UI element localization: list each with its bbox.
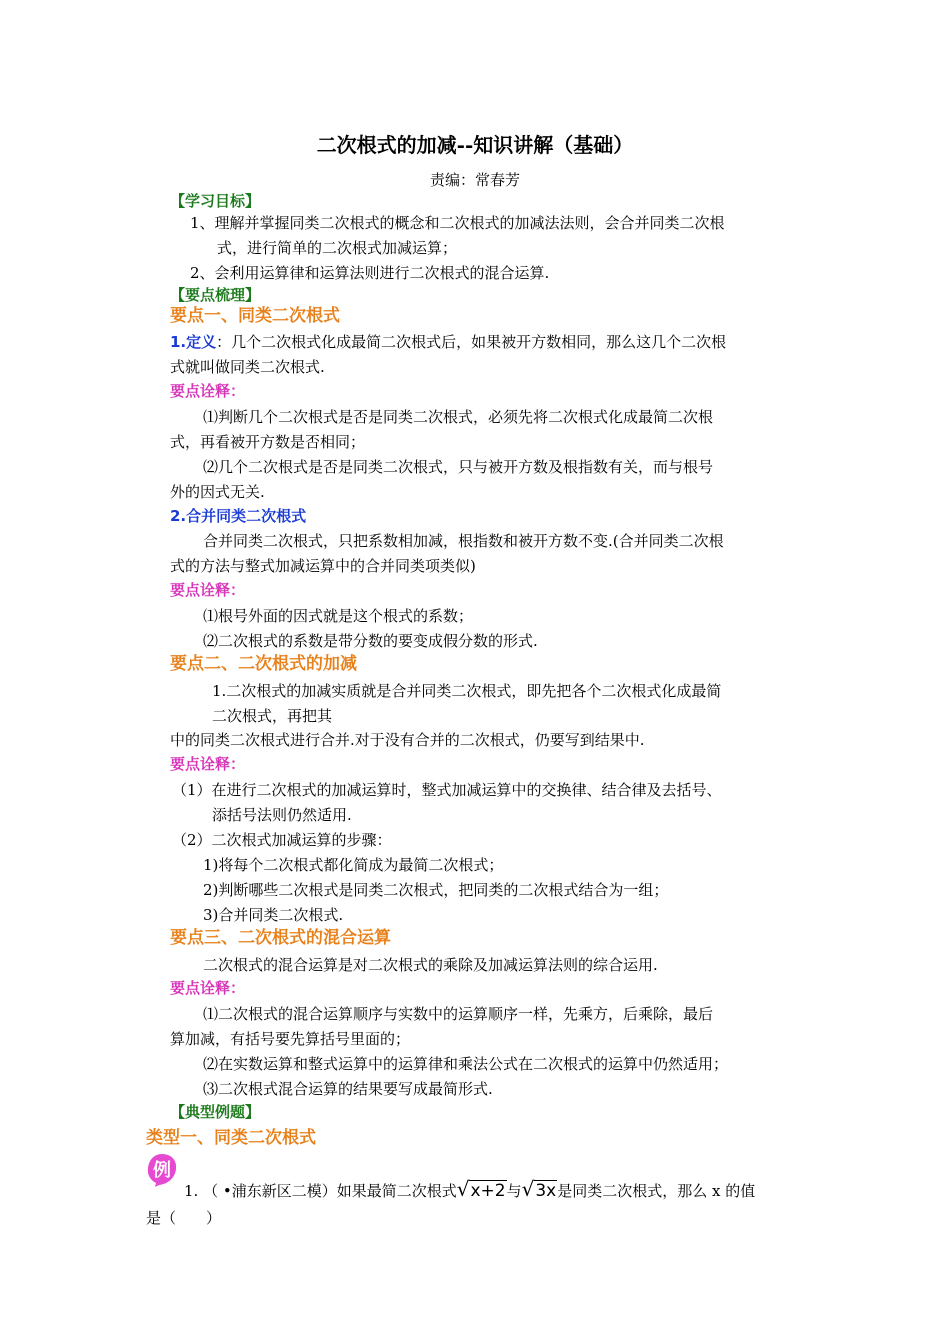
goal-1b: 式，进行简单的二次根式加减运算；: [217, 239, 458, 257]
point-2-line-b: 二次根式，再把其: [212, 707, 333, 725]
editor-line: 责编：常春芳: [429, 171, 520, 189]
definition-text: ：几个二次根式化成最简二次根式后，如果被开方数相同，那么这几个二次根: [216, 333, 727, 351]
point-2-heading: 要点二、二次根式的加减: [170, 654, 357, 674]
note-1b: 式，再看被开方数是否相同；: [170, 433, 366, 451]
goal-2: 2、会利用运算律和运算法则进行二次根式的混合运算.: [190, 264, 550, 282]
sqrt-icon: √: [521, 1177, 535, 1201]
note-1a: ⑴判断几个二次根式是否是同类二次根式，必须先将二次根式化成最简二次根: [203, 408, 714, 426]
note-2a: ⑵几个二次根式是否是同类二次根式，只与被开方数及根指数有关，而与根号: [203, 458, 714, 476]
radicand-1: x+2: [470, 1181, 506, 1201]
sqrt-x-plus-2: [457, 1179, 507, 1201]
question-1-line-b: 是（ ）: [146, 1209, 222, 1227]
sqrt-3x: [522, 1179, 558, 1201]
example-badge-label: 例: [153, 1160, 171, 1181]
step-3: 3)合并同类二次根式.: [203, 906, 344, 924]
merge-line-b: 式的方法与整式加减运算中的合并同类项类似): [170, 557, 476, 575]
add-note-1a: （1）在进行二次根式的加减运算时，整式加减运算中的交换律、结合律及去括号、: [172, 781, 722, 799]
mixed-note-1a: ⑴二次根式的混合运算顺序与实数中的运算顺序一样，先乘方，后乘除，最后: [203, 1005, 714, 1023]
points-heading: 【要点梳理】: [170, 286, 261, 304]
note-label-2: 要点诠释：: [170, 581, 246, 599]
point-1-heading: 要点一、同类二次根式: [170, 306, 340, 326]
merge-note-2: ⑵二次根式的系数是带分数的要变成假分数的形式.: [203, 632, 538, 650]
question-1-line-a: [184, 1179, 755, 1201]
definition-line-b: 式就叫做同类二次根式.: [170, 358, 325, 376]
mixed-note-2: ⑵在实数运算和整式运算中的运算律和乘法公式在二次根式的运算中仍然适用；: [203, 1055, 729, 1073]
step-1: 1)将每个二次根式都化简成为最简二次根式；: [203, 856, 504, 874]
mixed-note-1b: 算加减，有括号要先算括号里面的；: [170, 1030, 411, 1048]
note-label-3: 要点诠释：: [170, 755, 246, 773]
merge-heading: 2.合并同类二次根式: [170, 507, 307, 525]
note-label-4: 要点诠释：: [170, 979, 246, 997]
definition-label: 1.定义: [170, 333, 217, 351]
definition-line-a: [170, 332, 726, 352]
goal-1a: 1、理解并掌握同类二次根式的概念和二次根式的加减法法则，会合并同类二次根: [190, 214, 725, 232]
examples-heading: 【典型例题】: [170, 1103, 261, 1121]
page-title: 二次根式的加减--知识讲解（基础）: [316, 133, 634, 157]
point-3-heading: 要点三、二次根式的混合运算: [170, 928, 391, 948]
add-note-2: （2）二次根式加减运算的步骤：: [172, 831, 392, 849]
merge-note-1: ⑴根号外面的因式就是这个根式的系数；: [203, 607, 474, 625]
mixed-note-3: ⑶二次根式混合运算的结果要写成最简形式.: [203, 1080, 493, 1098]
question-1-prefix: 1. （ •浦东新区二模）如果最简二次根式: [184, 1182, 457, 1200]
example-badge-icon: [146, 1152, 178, 1188]
point-2-line-c: 中的同类二次根式进行合并.对于没有合并的二次根式，仍要写到结果中.: [170, 731, 645, 749]
sqrt-icon: √: [456, 1177, 470, 1201]
radicand-2: 3x: [535, 1181, 557, 1201]
note-label-1: 要点诠释：: [170, 382, 246, 400]
step-2: 2)判断哪些二次根式是同类二次根式，把同类的二次根式结合为一组；: [203, 881, 669, 899]
note-2b: 外的因式无关.: [170, 483, 265, 501]
merge-line-a: 合并同类二次根式，只把系数相加减，根指数和被开方数不变.(合并同类二次根: [203, 532, 724, 550]
add-note-1b: 添括号法则仍然适用.: [212, 806, 352, 824]
point-3-line-a: 二次根式的混合运算是对二次根式的乘除及加减运算法则的综合运用.: [203, 956, 658, 974]
type-1-heading: 类型一、同类二次根式: [146, 1128, 316, 1148]
point-2-line-a: 1.二次根式的加减实质就是合并同类二次根式，即先把各个二次根式化成最简: [212, 682, 722, 700]
question-1-suffix: 是同类二次根式，那么 x 的值: [557, 1182, 756, 1200]
goals-heading: 【学习目标】: [170, 192, 261, 210]
question-1-connector: 与: [506, 1182, 522, 1200]
